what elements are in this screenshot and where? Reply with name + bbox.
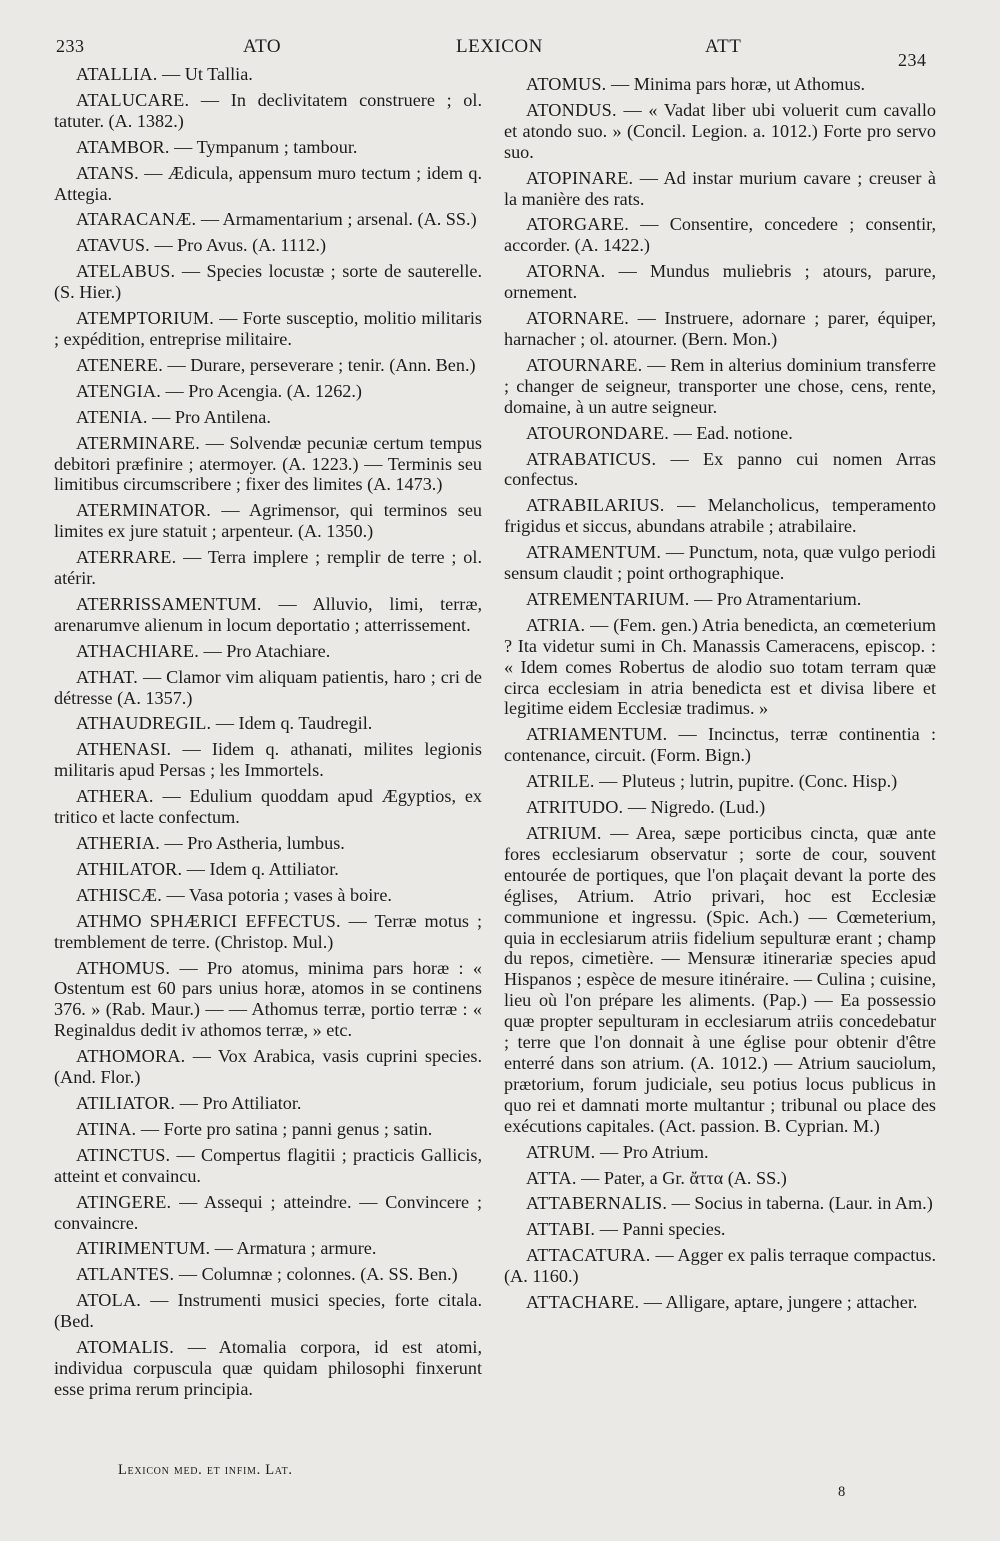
dictionary-entry — [54, 500, 482, 542]
entry-definition: — Tympanum ; tambour. — [174, 136, 358, 157]
entry-headword: ATHOMORA. — [76, 1046, 186, 1067]
entry-headword: ATORGARE. — [526, 214, 630, 235]
dictionary-entry — [54, 833, 482, 854]
entry-definition: — In declivitatem construere ; ol. tatuter. (A. 1382.) — [54, 89, 483, 131]
entry-headword: ATHERA. — [76, 786, 154, 807]
entry-definition: — Pluteus ; lutrin, pupitre. (Conc. Hisp.) — [599, 771, 898, 792]
dictionary-entry — [504, 355, 936, 418]
dictionary-entry — [504, 214, 936, 256]
entry-headword: ATIRIMENTUM. — [76, 1238, 211, 1259]
right-column — [504, 74, 936, 1318]
entry-headword: ATRIA. — [526, 614, 586, 635]
dictionary-entry — [504, 1219, 936, 1240]
entry-definition: — Nigredo. (Lud.) — [627, 797, 766, 818]
entry-headword: ATERRISSAMENTUM. — [76, 593, 262, 614]
dictionary-entry — [54, 137, 482, 158]
dictionary-entry — [504, 100, 936, 163]
entry-headword: ATRABILARIUS. — [526, 495, 665, 516]
dictionary-entry — [504, 449, 936, 491]
entry-headword: ATRABATICUS. — [526, 448, 657, 469]
entry-headword: ATTABERNALIS. — [526, 1193, 668, 1214]
entry-definition: — Atomalia corpora, id est atomi, individua corpuscula quæ quidam philosophi finxerunt esse prima rerum principia. — [54, 1337, 483, 1399]
dictionary-entry — [504, 1142, 936, 1163]
entry-headword: ATENERE. — [76, 354, 163, 375]
entry-definition: — Socius in taberna. (Laur. in Am.) — [671, 1193, 933, 1214]
entry-definition: — Pro Avus. (A. 1112.) — [154, 235, 327, 256]
entry-headword: ATANS. — [76, 162, 139, 183]
entry-definition: — Columnæ ; colonnes. (A. SS. Ben.) — [178, 1264, 458, 1285]
entry-definition: — Vox Arabica, vasis cuprini species. (And. Flor.) — [54, 1046, 482, 1088]
dictionary-entry — [504, 1168, 936, 1189]
entry-definition: — Instrumenti musici species, forte citala. (Bed. — [54, 1290, 483, 1332]
entry-definition: — Incinctus, terræ continentia : contenance, circuit. (Form. Bign.) — [504, 724, 937, 766]
entry-headword: ATINCTUS. — [76, 1144, 171, 1165]
entry-definition: — Vasa potoria ; vases à boire. — [166, 884, 392, 905]
dictionary-entry — [54, 261, 482, 303]
dictionary-entry — [54, 594, 482, 636]
entry-definition: — Terra implere ; remplir de terre ; ol. atérir. — [54, 547, 482, 589]
dictionary-entry — [504, 823, 936, 1137]
dictionary-entry — [54, 958, 482, 1042]
running-head-left: ATO — [243, 36, 282, 57]
entry-headword: ATTACATURA. — [526, 1245, 651, 1266]
entry-headword: ATERMINATOR. — [76, 500, 211, 521]
entry-definition: — Punctum, nota, quæ vulgo periodi sensum claudit ; point orthographique. — [504, 542, 936, 584]
entry-headword: ATHOMUS. — [76, 957, 171, 978]
entry-definition: — Solvendæ pecuniæ certum tempus debitori præfinire ; atermoyer. (A. 1223.) — Terminis seu limitibus circumscribere ; fixer des limites (A. 1473.) — [54, 432, 483, 495]
entry-headword: ATHACHIARE. — [76, 640, 199, 661]
dictionary-entry — [54, 641, 482, 662]
dictionary-entry — [504, 1245, 936, 1287]
entry-definition: — Assequi ; atteindre. — Convincere ; convaincre. — [54, 1191, 482, 1233]
dictionary-entry — [504, 1292, 936, 1313]
entry-headword: ATILIATOR. — [76, 1092, 176, 1113]
dictionary-entry — [54, 235, 482, 256]
dictionary-entry — [54, 1119, 482, 1140]
entry-headword: ATELABUS. — [76, 261, 176, 282]
entry-definition: — Clamor vim aliquam patientis, haro ; cri de détresse (A. 1357.) — [54, 666, 483, 708]
entry-headword: ATONDUS. — [526, 99, 617, 120]
dictionary-entry — [54, 308, 482, 350]
dictionary-entry — [54, 1337, 482, 1400]
dictionary-entry — [504, 261, 936, 303]
page-number-right: 234 — [898, 50, 927, 70]
entry-headword: ATAMBOR. — [76, 136, 170, 157]
entry-definition: — (Fem. gen.) Atria benedicta, an cœmeterium ? Ita videtur sumi in Ch. Manassis Cameracens, episcop. : « Idem comes Robertus de alodio suo totam terram quæ circa ecclesiam in atria benedicta est et divisa libere et legitime eidem Ecclesiæ tradimus. » — [504, 614, 937, 719]
entry-headword: ATTA. — [526, 1167, 577, 1188]
entry-headword: ATLANTES. — [76, 1264, 175, 1285]
entry-headword: ATRAMENTUM. — [526, 542, 662, 563]
entry-definition: — Pro Atramentarium. — [694, 588, 862, 609]
dictionary-entry — [54, 1093, 482, 1114]
page-number-left: 233 — [56, 36, 85, 56]
entry-headword: ATENGIA. — [76, 380, 161, 401]
entry-definition: — Ædicula, appensum muro tectum ; idem q. Attegia. — [54, 162, 482, 204]
entry-headword: ATRITUDO. — [526, 797, 624, 818]
entry-headword: ATARACANÆ. — [76, 209, 197, 230]
entry-headword: ATERRARE. — [76, 547, 177, 568]
dictionary-entry — [504, 797, 936, 818]
entry-definition: — Compertus flagitii ; practicis Gallicis, atteint et convaincu. — [54, 1144, 482, 1186]
entry-definition: — Rem in alterius dominium transferre ; changer de seigneur, transporter une chose, cens, rente, domaine, à un autre seigneur. — [504, 354, 936, 417]
entry-definition: — Pro Attiliator. — [179, 1092, 302, 1113]
entry-headword: ATORNARE. — [526, 308, 630, 329]
dictionary-entry — [54, 739, 482, 781]
dictionary-entry — [54, 355, 482, 376]
entry-definition: — Idem q. Taudregil. — [215, 713, 373, 734]
entry-definition: — Species locustæ ; sorte de sauterelle. (S. Hier.) — [54, 261, 482, 303]
entry-headword: ATTACHARE. — [526, 1292, 640, 1313]
left-column — [54, 64, 482, 1405]
dictionary-entry — [54, 713, 482, 734]
signature-line: Lexicon med. et infim. Lat. — [118, 1462, 293, 1478]
entry-headword: ATRUM. — [526, 1141, 596, 1162]
entry-definition: — Melancholicus, temperamento frigidus et siccus, abundans atrabile ; atrabilaire. — [504, 495, 936, 537]
entry-headword: ATALLIA. — [76, 64, 158, 84]
dictionary-entry — [504, 615, 936, 720]
entry-definition: — Edulium quoddam apud Ægyptios, ex tritico et lacte confectum. — [54, 786, 483, 828]
entry-definition: — Ut Tallia. — [162, 64, 253, 84]
entry-definition: — Pro Atrium. — [599, 1141, 709, 1162]
dictionary-entry — [54, 407, 482, 428]
entry-headword: ATOLA. — [76, 1290, 142, 1311]
dictionary-entry — [504, 423, 936, 444]
entry-headword: ATOURONDARE. — [526, 422, 670, 443]
dictionary-entry — [54, 209, 482, 230]
dictionary-entry — [504, 168, 936, 210]
dictionary-entry — [54, 859, 482, 880]
dictionary-entry — [54, 433, 482, 496]
entry-definition: — Pro atomus, minima pars horæ : « Ostentum est 60 pars unius horæ, atomos in se continens 376. » (Rab. Maur.) — — Athomus terræ, portio terræ : « Reginaldus dedit iv athomos terræ, » etc. — [54, 957, 482, 1041]
entry-headword: ATOMALIS. — [76, 1337, 174, 1358]
dictionary-entry — [54, 1046, 482, 1088]
dictionary-entry — [504, 771, 936, 792]
dictionary-entry — [504, 724, 936, 766]
entry-headword: ATALUCARE. — [76, 89, 190, 110]
entry-headword: ATOPINARE. — [526, 167, 634, 188]
entry-definition: — Terræ motus ; tremblement de terre. (Christop. Mul.) — [54, 910, 482, 952]
entry-headword: ATOURNARE. — [526, 354, 643, 375]
entry-headword: ATENIA. — [76, 406, 148, 427]
dictionary-entry — [54, 885, 482, 906]
dictionary-entry — [54, 667, 482, 709]
entry-definition: — Forte susceptio, molitio militaris ; expédition, entreprise militaire. — [54, 308, 483, 349]
entry-definition: — Pro Acengia. (A. 1262.) — [165, 380, 362, 401]
entry-definition: — Pro Atachiare. — [203, 640, 331, 661]
dictionary-entry — [54, 911, 482, 953]
entry-definition: — Ead. notione. — [673, 422, 793, 443]
entry-headword: ATINA. — [76, 1118, 137, 1139]
entry-definition: — Panni species. — [599, 1219, 726, 1240]
dictionary-entry — [54, 786, 482, 828]
entry-headword: ATHENASI. — [76, 739, 172, 760]
sheet-number: 8 — [838, 1484, 846, 1500]
entry-headword: ATRIUM. — [526, 823, 602, 843]
entry-definition: — Consentire, concedere ; consentir, accorder. (A. 1422.) — [504, 214, 937, 256]
dictionary-entry — [504, 74, 936, 95]
entry-definition: — Iidem q. athanati, milites legionis militaris apud Persas ; les Immortels. — [54, 739, 483, 781]
entry-headword: ATEMPTORIUM. — [76, 308, 214, 329]
entry-definition: — Minima pars horæ, ut Athomus. — [610, 74, 866, 94]
entry-headword: ATINGERE. — [76, 1191, 172, 1212]
entry-headword: ATTABI. — [526, 1219, 596, 1240]
running-head-center: LEXICON — [456, 36, 543, 57]
entry-definition: — Durare, perseverare ; tenir. (Ann. Ben.) — [167, 354, 476, 375]
entry-definition: — Pro Astheria, lumbus. — [164, 833, 345, 853]
entry-headword: ATERMINARE. — [76, 432, 200, 453]
entry-headword: ATHAT. — [76, 666, 138, 687]
entry-headword: ATREMENTARIUM. — [526, 588, 690, 609]
entry-definition: — Ex panno cui nomen Arras confectus. — [504, 448, 937, 490]
dictionary-entry — [504, 495, 936, 537]
dictionary-entry — [54, 381, 482, 402]
entry-definition: — Armamentarium ; arsenal. (A. SS.) — [200, 209, 477, 230]
dictionary-entry — [504, 589, 936, 610]
entry-headword: ATRILE. — [526, 771, 595, 792]
entry-headword: ATHILATOR. — [76, 858, 183, 879]
entry-definition: — Instruere, adornare ; parer, équiper, harnacher ; ol. atourner. (Bern. Mon.) — [504, 308, 937, 349]
entry-definition: — Forte pro satina ; panni genus ; satin. — [140, 1118, 433, 1139]
dictionary-entry — [504, 308, 936, 350]
entry-definition: — Pro Antilena. — [152, 406, 271, 427]
entry-definition: — Agger ex palis terraque compactus. (A. 1160.) — [504, 1245, 937, 1287]
dictionary-entry — [54, 90, 482, 132]
entry-definition: — Pater, a Gr. ἄττα (A. SS.) — [581, 1167, 787, 1188]
dictionary-entry — [54, 163, 482, 205]
entry-headword: ATHMO SPHÆRICI EFFECTUS. — [76, 910, 341, 931]
entry-definition: — Agrimensor, qui terminos seu limites ex jure statuit ; arpenteur. (A. 1350.) — [54, 500, 482, 542]
entry-definition: — Ad instar murium cavare ; creuser à la manière des rats. — [504, 167, 936, 209]
dictionary-entry — [504, 542, 936, 584]
dictionary-entry — [54, 1238, 482, 1259]
running-head-right: ATT — [705, 36, 742, 57]
dictionary-entry — [54, 547, 482, 589]
entry-headword: ATRIAMENTUM. — [526, 724, 668, 745]
entry-definition: — Alluvio, limi, terræ, arenarumve alienum in locum deportatio ; atterrissement. — [54, 593, 482, 635]
dictionary-entry — [54, 1192, 482, 1234]
entry-headword: ATAVUS. — [76, 235, 150, 256]
entry-headword: ATORNA. — [526, 261, 606, 282]
entry-definition: — Mundus muliebris ; atours, parure, ornement. — [504, 261, 937, 303]
entry-headword: ATOMUS. — [526, 74, 607, 94]
entry-definition: — « Vadat liber ubi voluerit cum cavallo et atondo suo. » (Concil. Legion. a. 1012.) Forte pro servo suo. — [504, 99, 937, 162]
dictionary-entry — [504, 1193, 936, 1214]
entry-definition: — Alligare, aptare, jungere ; attacher. — [643, 1292, 918, 1313]
entry-headword: ATHERIA. — [76, 833, 160, 853]
dictionary-entry — [54, 64, 482, 85]
entry-headword: ATHAUDREGIL. — [76, 713, 212, 734]
entry-definition: — Armatura ; armure. — [214, 1238, 377, 1259]
dictionary-entry — [54, 1290, 482, 1332]
dictionary-entry — [54, 1145, 482, 1187]
entry-headword: ATHISCÆ. — [76, 884, 162, 905]
entry-definition: — Idem q. Attiliator. — [186, 858, 339, 879]
dictionary-entry — [54, 1264, 482, 1285]
entry-definition: — Area, sæpe porticibus cincta, quæ ante fores ecclesiarum observatur ; sorte de cour, souvent entourée de portiques, que l'on plaçait devant la porte des églises, Atrium. Atrio privari, hoc est Ecclesiæ communione et ingressu. (Spic. Ach.) — Cœmeterium, quia in ecclesiarum atriis fidelium sepulturæ erant ; champ du repos, cimetière. — Mensuræ itinerariæ species apud Hispanos ; espèce de mesure itinéraire. — Culina ; cuisine, lieu où l'on prépare les aliments. (Pap.) — Ea possessio quæ propter sepulturam in ecclesiarum atriis concedebatur ; terre que l'on donnait à une église pour obtenir d'être enterré dans son atrium. (A. 1012.) — Atrium sauciolum, prætorium, forum judiciale, seu potius locus publicus in quo rei et damnati morte multantur ; tribunal ou place des exécutions capitales. (Act. passion. B. Cyprian. M.) — [504, 823, 936, 1136]
